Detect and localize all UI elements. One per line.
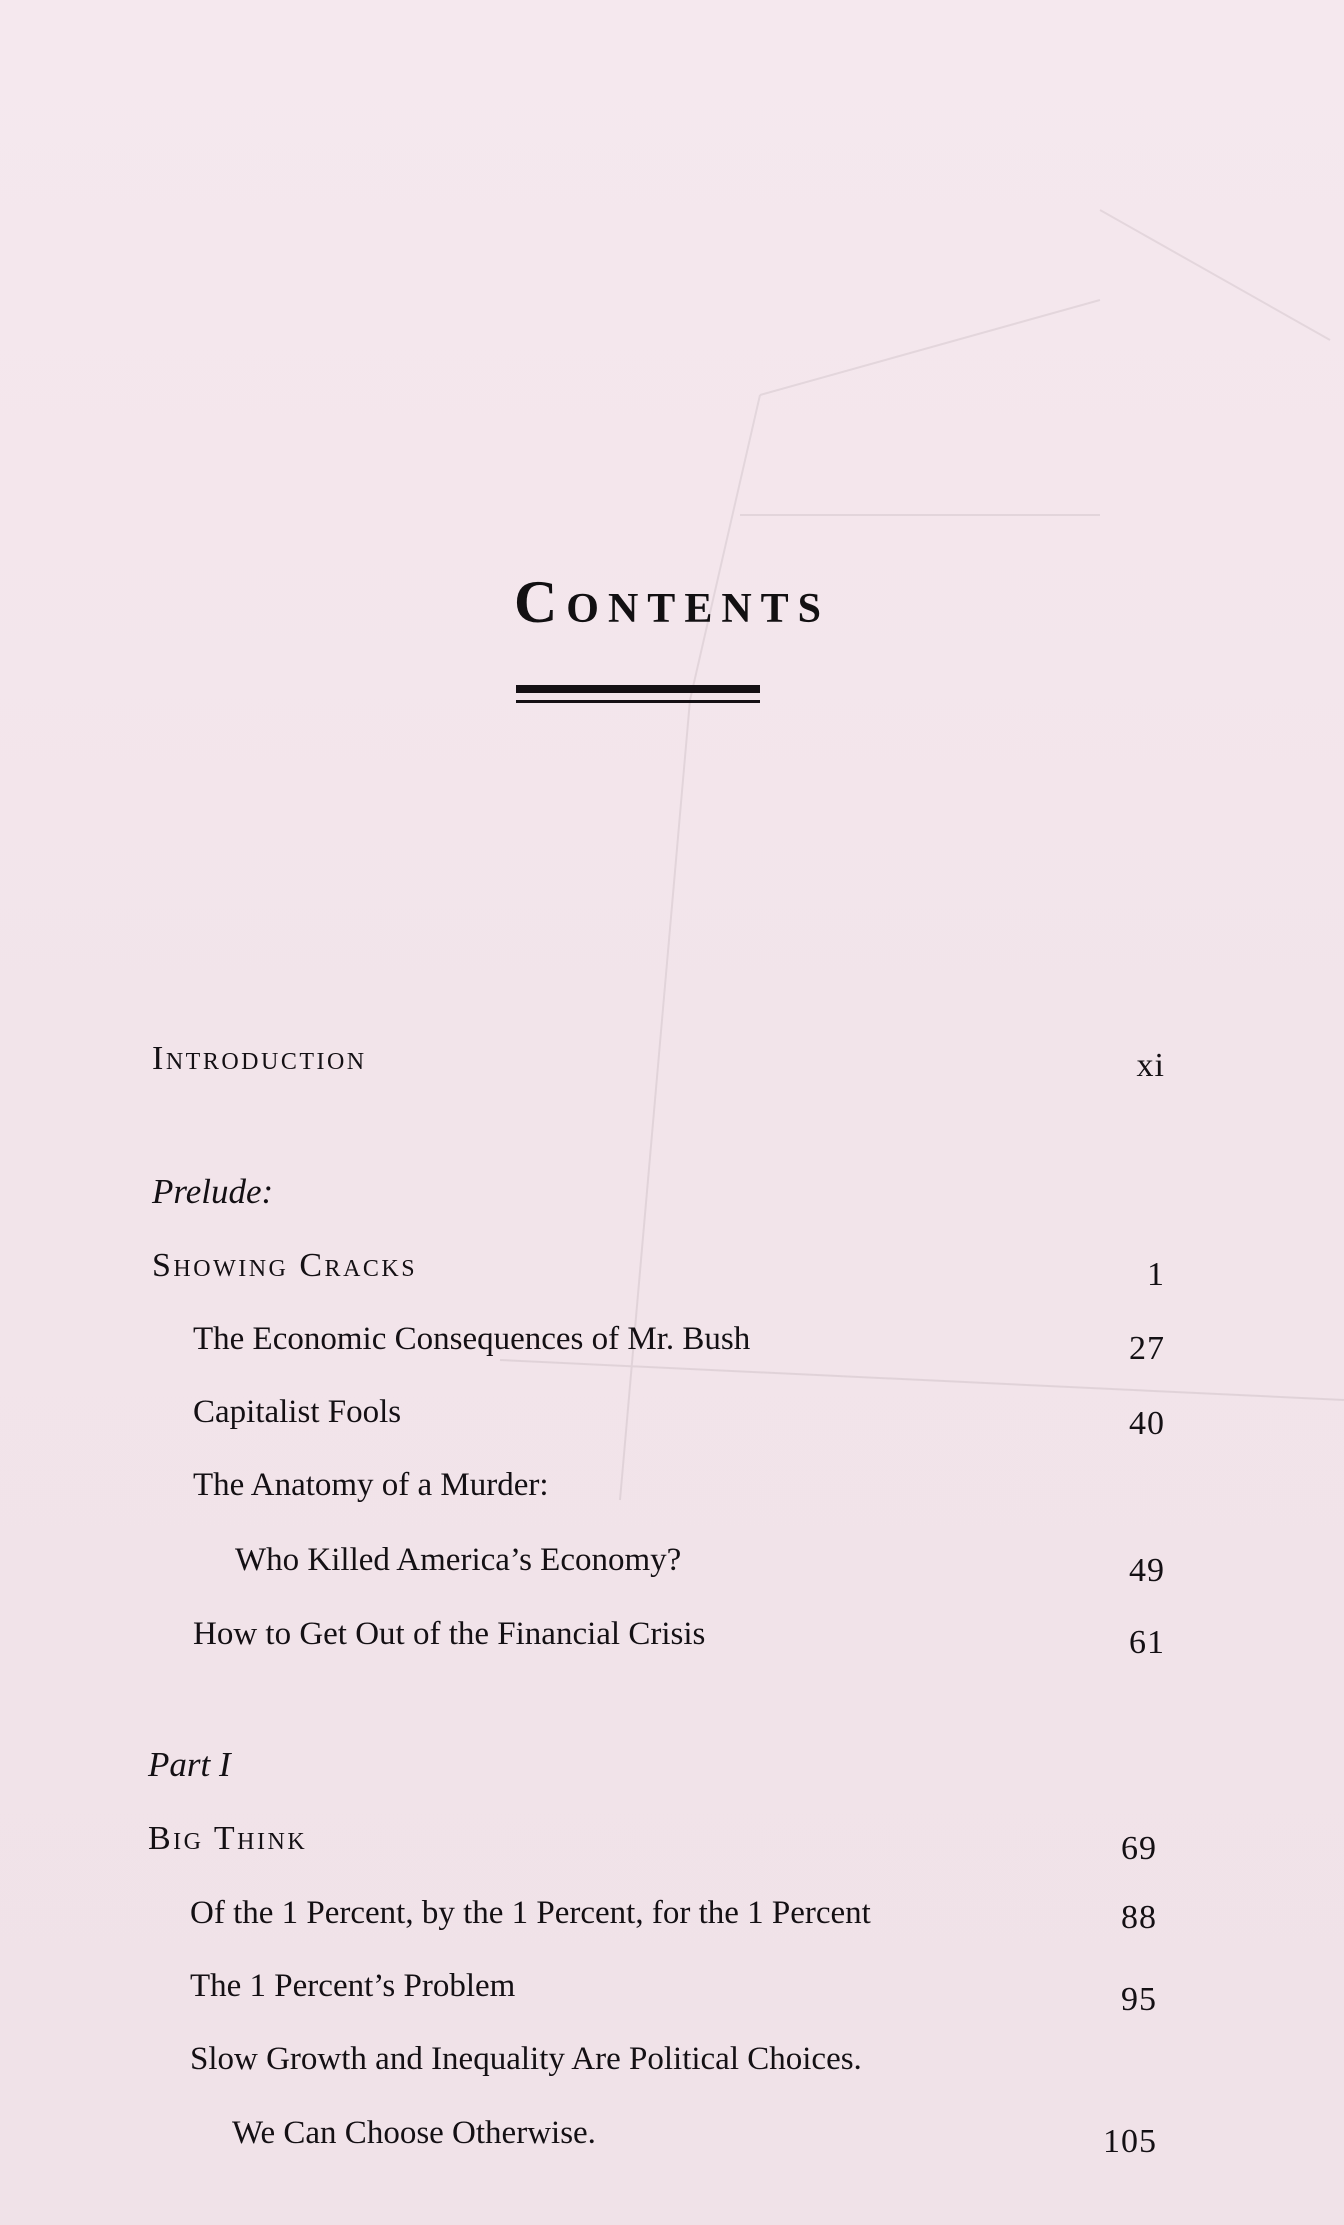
title-rule-thin — [516, 700, 760, 703]
title-rule-thick — [516, 685, 760, 693]
toc-page-economic-consequences: 27 — [1129, 1330, 1165, 1367]
page-title: Contents — [513, 569, 831, 635]
toc-entry-financial-crisis: How to Get Out of the Financial Crisis — [193, 1616, 706, 1652]
toc-page-introduction: xi — [1136, 1047, 1165, 1084]
toc-entry-slow-growth-inequality: Slow Growth and Inequality Are Political Choices. — [190, 2041, 862, 2077]
toc-entry-of-the-1-percent: Of the 1 Percent, by the 1 Percent, for the 1 Percent — [190, 1895, 871, 1931]
toc-entry-big-think: Big Think — [148, 1820, 308, 1857]
toc-entry-economic-consequences: The Economic Consequences of Mr. Bush — [193, 1321, 751, 1357]
toc-page-big-think: 69 — [1121, 1830, 1157, 1867]
toc-page-1-percents-problem: 95 — [1121, 1981, 1157, 2018]
toc-entry-who-killed-americas-economy: Who Killed America’s Economy? — [235, 1542, 682, 1578]
toc-entry-introduction: Introduction — [152, 1040, 367, 1077]
toc-entry-capitalist-fools: Capitalist Fools — [193, 1394, 402, 1430]
toc-page-financial-crisis: 61 — [1129, 1624, 1165, 1661]
toc-entry-we-can-choose-otherwise: We Can Choose Otherwise. — [232, 2115, 596, 2151]
toc-entry-1-percents-problem: The 1 Percent’s Problem — [190, 1968, 516, 2004]
toc-page-showing-cracks: 1 — [1147, 1256, 1165, 1293]
toc-page-who-killed-americas-economy: 49 — [1129, 1552, 1165, 1589]
toc-entry-part-one: Part I — [148, 1745, 231, 1784]
toc-entry-anatomy-of-a-murder: The Anatomy of a Murder: — [193, 1467, 549, 1503]
toc-page-capitalist-fools: 40 — [1129, 1405, 1165, 1442]
toc-entry-prelude: Prelude: — [152, 1172, 274, 1211]
toc-entry-showing-cracks: Showing Cracks — [152, 1247, 418, 1284]
toc-page-of-the-1-percent: 88 — [1121, 1899, 1157, 1936]
toc-page-we-can-choose-otherwise: 105 — [1103, 2123, 1157, 2160]
